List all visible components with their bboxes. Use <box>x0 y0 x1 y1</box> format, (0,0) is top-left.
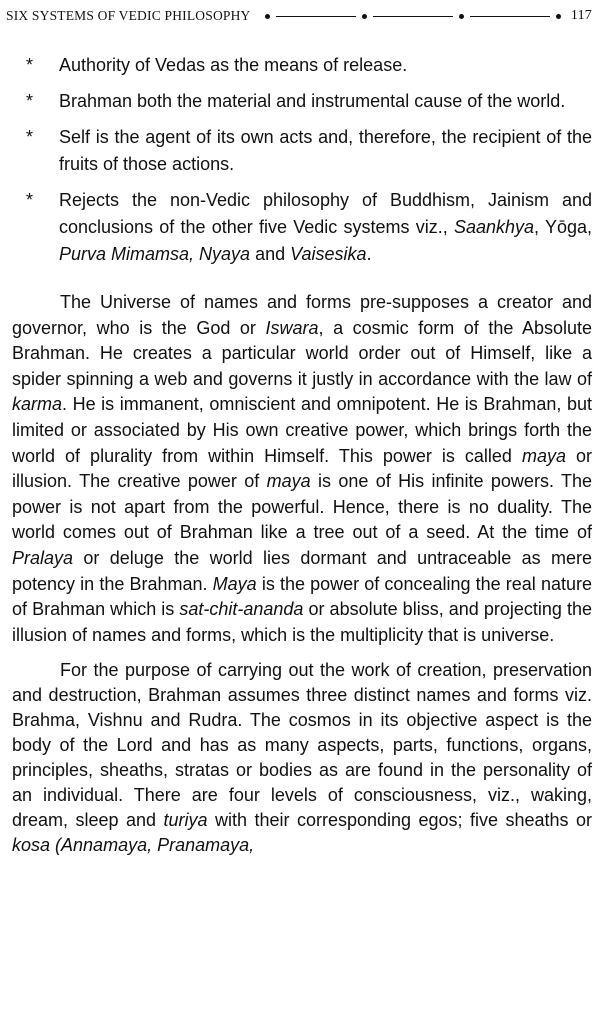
ornament-dot <box>362 14 367 19</box>
italic-term: karma <box>12 394 63 415</box>
paragraph-text: is one of His infinite powers. The power is not apart from the powerful. Hence, there is no duality. The world comes out of Brahman like a tree out of a seed. At the time of <box>12 471 592 543</box>
italic-term: turiya <box>163 810 208 831</box>
page-body <box>12 52 592 858</box>
italic-term: ( <box>50 835 62 856</box>
bullet-item <box>12 88 592 115</box>
paragraph-text: The Universe of names and forms pre-supposes a creator and governor, who is the God or <box>12 292 592 338</box>
bullet-item <box>12 52 592 79</box>
bullet-list <box>12 52 592 268</box>
asterisk-bullet-icon: * <box>26 127 34 147</box>
bullet-item <box>12 124 592 178</box>
paragraph-creation <box>12 658 592 858</box>
asterisk-bullet-icon: * <box>26 55 34 75</box>
ornament-rule <box>276 16 356 17</box>
paragraph-text: , a cosmic form of the Absolute Brahman. He creates a particular world order out of Himself, like a spider spinning a web and governs it justly in accordance with the law of <box>12 317 592 389</box>
paragraph-text: . He is immanent, omniscient and omnipotent. He is Brahman, but limited or associated by His own creative power, which brings forth the world of plurality from within Himself. This power is called <box>12 394 592 466</box>
italic-term: Vaisesika <box>290 244 367 264</box>
ornament-rule <box>470 16 550 17</box>
running-header <box>6 6 592 26</box>
bullet-text: , <box>586 217 592 237</box>
ornament-dot <box>556 14 561 19</box>
paragraph-text: or deluge the world lies dormant and untraceable as mere potency in the Brahman. <box>12 547 592 594</box>
italic-term: maya <box>521 445 566 466</box>
bullet-text: , <box>534 217 545 237</box>
paragraph-text: or absolute bliss, and projecting the illusion of names and forms, which is the multiplicity that is universe. <box>12 599 592 645</box>
page-number: 117 <box>570 8 592 23</box>
italic-term: Saankhya <box>453 217 535 237</box>
header-ornament <box>265 14 561 19</box>
bullet-text: . <box>366 244 372 264</box>
asterisk-bullet-icon: * <box>26 190 34 210</box>
ornament-dot <box>459 14 464 19</box>
bullet-text: Rejects the non-Vedic philosophy of Buddhism, Jainism and conclusions of the other five Vedic systems viz., <box>59 190 592 237</box>
bullet-text: and <box>250 244 291 264</box>
italic-term: maya <box>266 471 311 492</box>
paragraph-text: is the power of concealing the real nature of Brahman which is <box>12 573 592 620</box>
paragraph-text: For the purpose of carrying out the work of creation, preservation and destruction, Brahman assumes three distinct names and forms viz. Brahma, Vishnu and Rudra. The cosmos in its objective aspect is the body of the Lord and has as many aspects, parts, functions, organs, principles, sheaths, stratas or bodies as are found in the personality of an individual. There are four levels of consciousness, viz., waking, dream, sleep and <box>12 660 592 831</box>
ornament-dot <box>265 14 270 19</box>
italic-term: Maya <box>212 573 257 594</box>
ornament-rule <box>373 16 453 17</box>
running-title: SIX SYSTEMS OF VEDIC PHILOSOPHY <box>6 8 251 23</box>
italic-term: sat-chit-ananda <box>179 599 304 620</box>
paragraph-universe <box>12 290 592 648</box>
paragraph-text: or illusion. The creative power of <box>12 445 592 492</box>
bullet-text: Self is the agent of its own acts and, therefore, the recipient of the fruits of those actions. <box>59 127 592 174</box>
italic-term: Annamaya, Pranamaya, <box>61 835 255 856</box>
italic-term: Purva Mimamsa, Nyaya <box>59 244 251 264</box>
asterisk-bullet-icon: * <box>26 91 34 111</box>
bullet-item <box>12 187 592 268</box>
italic-term: Pralaya <box>12 547 74 568</box>
bullet-text: Brahman both the material and instrumental cause of the world. <box>59 91 566 111</box>
italic-term: Iswara <box>265 317 319 338</box>
bullet-text: Authority of Vedas as the means of release. <box>59 55 408 75</box>
paragraph-text: with their corresponding egos; five sheaths or <box>207 810 592 831</box>
italic-term: kosa <box>12 835 51 856</box>
bullet-text: Yōga <box>544 217 587 237</box>
